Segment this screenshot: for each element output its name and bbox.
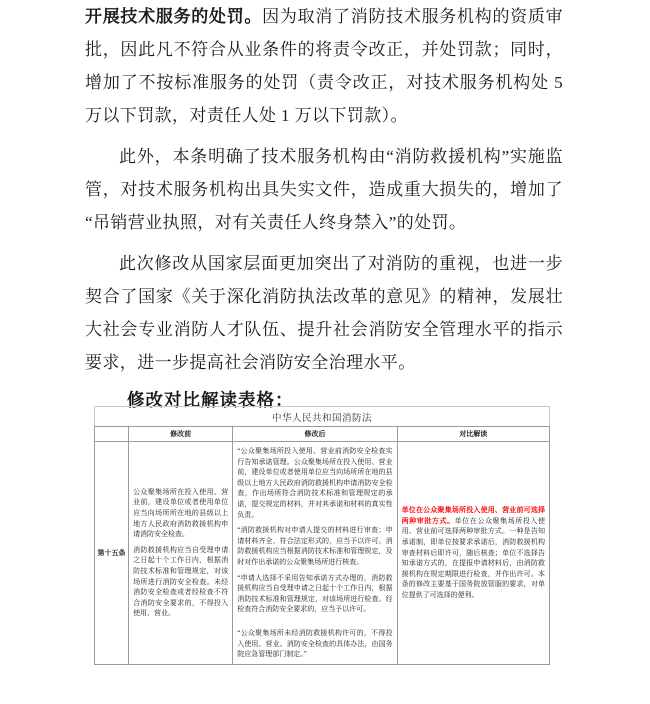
document-body xyxy=(85,0,563,412)
paragraph-text: 因为取消了消防技术服务机构的资质审批，因此凡不符合从业条件的将责令改正，并处罚款；同时，增加了不按标准服务的处罚（责令改正，对技术服务机构处 5 万以下罚款，对责任人处 1 万以下罚款）。 xyxy=(85,7,563,125)
before-paragraph: 消防救援机构应当自受理申请之日起十个工作日内，根据消防技术标准和管理规定，对该场所进行消防安全检查。未经消防安全检查或者经检查不符合消防安全要求的，不得投入使用、营业。 xyxy=(133,545,229,618)
after-paragraph: “申请人选择不采用告知承诺方式办理的，消防救援机构应当自受理申请之日起十个工作日内，根据消防技术标准和管理规定，对该场所进行检查。经检查符合消防安全要求的，应当予以许可。 xyxy=(237,573,393,614)
table-heading: 修改对比解读表格： xyxy=(127,390,294,410)
highlighted-summary-text: 单位在公众聚集场所投入使用、营业前可选择两种审批方式。 xyxy=(401,506,545,525)
after-revision-cell xyxy=(233,442,397,665)
column-header-after: 修改后 xyxy=(233,427,397,442)
column-header-before: 修改前 xyxy=(129,427,233,442)
column-header-interpretation: 对比解读 xyxy=(397,427,549,442)
paragraph-bold-lead: 开展技术服务的处罚。 xyxy=(85,7,263,26)
table-title-row xyxy=(95,407,550,427)
before-revision-cell xyxy=(129,442,233,665)
body-paragraph-supervision: 此外，本条明确了技术服务机构由“消防救援机构”实施监管，对技术服务机构出具失实文件，造成重大损失的，增加了“吊销营业执照，对有关责任人终身禁入”的处罚。 xyxy=(85,147,563,232)
interpretation-cell xyxy=(397,442,549,665)
after-paragraph: “消防救援机构对申请人提交的材料进行审查；申请材料齐全、符合法定形式的，应当予以许可。消防救援机构应当根据消防技术标准和管理规定，及时对作出承诺的公众聚集场所进行核查。 xyxy=(237,526,393,566)
after-paragraph: “公众聚集场所未经消防救援机构许可的，不得投入使用、营业。消防安全检查的具体办法，由国务院应急管理部门制定。” xyxy=(237,628,393,659)
comparison-table xyxy=(94,406,550,665)
table-title: 中华人民共和国消防法 xyxy=(95,407,550,427)
body-paragraph-penalty xyxy=(85,0,563,132)
table-row-article-15 xyxy=(95,442,550,665)
interpretation-text: 单位在公众聚集场所投入使用、营业前可选择两种审批方式。一种是告知承诺制，即单位按要求承诺后，消防救援机构审查材料后即许可，随后核查；单位不选择告知承诺方式的，在提报申请材料后，由消防救援机构在规定期限进行检查，并作出许可。本条的修改主要基于国务院放管服的要求，对单位提供了可选择的便利。 xyxy=(401,516,546,599)
after-paragraph: “公众聚集场所投入使用、营业前消防安全检查实行告知承诺管理。公众聚集场所在投入使用、营业前，建设单位或者使用单位应当向场所所在地的县级以上地方人民政府消防救援机构申请消防安全检查，作出场所符合消防技术标准和管理规定的承诺，提交规定的材料，并对其承诺和材料的真实性负责。 xyxy=(237,447,393,519)
column-header-article xyxy=(95,427,129,442)
table-header-row xyxy=(95,427,550,442)
before-paragraph: 公众聚集场所在投入使用、营业前，建设单位或者使用单位应当向场所所在地的县级以上地方人民政府消防救援机构申请消防安全检查。 xyxy=(133,487,229,539)
interpretation-paragraph xyxy=(402,505,545,600)
body-paragraph-reform: 此次修改从国家层面更加突出了对消防的重视，也进一步契合了国家《关于深化消防执法改革的意见》的精神，发展壮大社会专业消防人才队伍、提升社会消防安全管理水平的指示要求，进一步提高社会消防安全治理水平。 xyxy=(85,254,563,372)
article-number-cell: 第十五条 xyxy=(95,442,129,665)
